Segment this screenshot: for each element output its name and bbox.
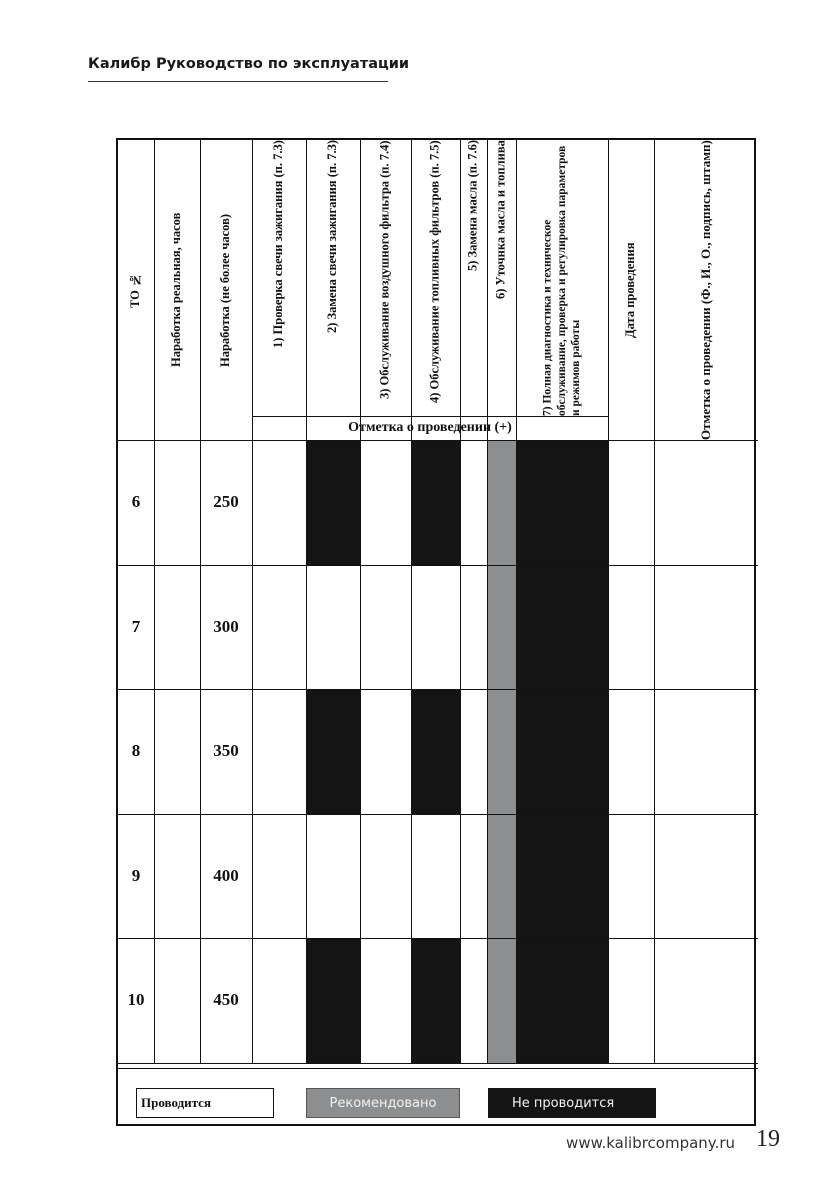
op-cell-not-performed xyxy=(306,689,360,814)
row-max-hours: 250 xyxy=(213,492,239,512)
mark-label: Отметка о проведении (+) xyxy=(348,420,512,435)
header-op2: 2) Замена свечи зажигания (п. 7.3) xyxy=(325,140,340,334)
op-cell-recommended xyxy=(487,814,516,939)
row-to-number: 7 xyxy=(131,616,141,636)
legend-performed xyxy=(136,1088,274,1118)
op-cell-not-performed xyxy=(411,440,460,565)
legend-not-performed xyxy=(488,1088,656,1118)
op-cell-not-performed xyxy=(516,814,608,939)
header-date: Дата проведения xyxy=(623,242,638,338)
footer-website: www.kalibrcompany.ru xyxy=(566,1134,735,1152)
maintenance-table xyxy=(116,138,756,1126)
row-divider xyxy=(118,1068,758,1069)
header-op4: 4) Обслуживание топливных фильтров (п. 7.5) xyxy=(427,140,442,403)
legend-recommended xyxy=(306,1088,460,1118)
header-op5: 5) Замена масла (п. 7.6) xyxy=(465,140,480,272)
row-to-number: 8 xyxy=(131,741,141,761)
header-op6: 6) Уточнка масла и топлива xyxy=(493,140,508,299)
op-cell-not-performed xyxy=(306,440,360,565)
legend-not-performed-label: Не проводится xyxy=(512,1095,615,1111)
header-note: Отметка о проведении (Ф., И., О., подпись, штамп) xyxy=(697,140,713,440)
row-to-number: 10 xyxy=(127,990,145,1010)
row-max-hours: 350 xyxy=(213,741,239,761)
header-underline xyxy=(88,81,388,82)
legend-performed-label: Проводится xyxy=(141,1095,211,1110)
header-op1: 1) Проверка свечи зажигания (п. 7.3) xyxy=(271,140,286,348)
document-title: Калибр Руководство по эксплуатации xyxy=(88,56,410,72)
row-max-hours: 400 xyxy=(213,865,239,885)
header-op7: 7) Полная диагностика и техническое обслуживание, проверка и регулировка параметров и режимов работы xyxy=(541,145,583,416)
page-number: 19 xyxy=(756,1126,780,1152)
op-cell-recommended xyxy=(487,938,516,1063)
op-cell-not-performed xyxy=(516,938,608,1063)
op-cell-recommended xyxy=(487,440,516,565)
op-cell-not-performed xyxy=(516,565,608,690)
op-cell-not-performed xyxy=(306,938,360,1063)
row-to-number: 9 xyxy=(131,865,141,885)
op-cell-recommended xyxy=(487,565,516,690)
op-cell-not-performed xyxy=(411,689,460,814)
header-max-hours: Наработка (не более часов) xyxy=(218,213,233,367)
op-cell-not-performed xyxy=(411,938,460,1063)
row-to-number: 6 xyxy=(131,492,141,512)
op-cell-not-performed xyxy=(516,689,608,814)
row-max-hours: 300 xyxy=(213,616,239,636)
header-actual-hours: Наработка реальная, часов xyxy=(169,212,184,368)
op-cell-not-performed xyxy=(516,440,608,565)
row-max-hours: 450 xyxy=(213,990,239,1010)
row-divider xyxy=(118,1063,758,1064)
header-to-number: ТО № xyxy=(128,272,143,308)
header-op3: 3) Обслуживание воздушного фильтра (п. 7.4) xyxy=(377,140,392,399)
legend-recommended-label: Рекомендовано xyxy=(329,1095,437,1111)
op-cell-recommended xyxy=(487,689,516,814)
